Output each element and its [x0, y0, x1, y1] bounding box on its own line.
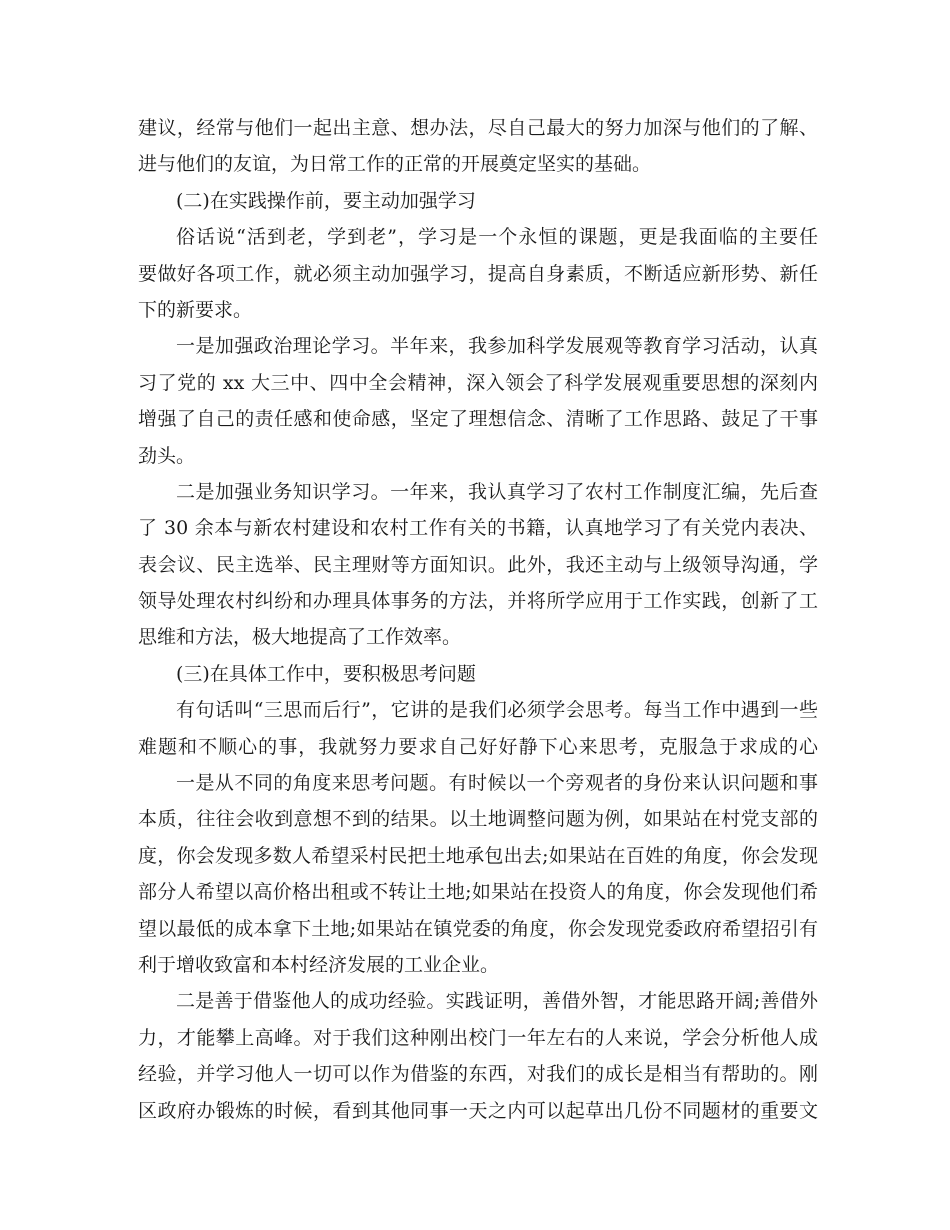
text-line: 力，才能攀上高峰。对于我们这种刚出校门一年左右的人来说，学会分析他人成	[138, 1026, 818, 1049]
document-body	[138, 110, 818, 1129]
text-line: 本质，往往会收到意想不到的结果。以土地调整问题为例，如果站在村党支部的	[138, 808, 818, 831]
text-line: 难题和不顺心的事，我就努力要求自己好好静下心来思考，克服急于求成的心	[138, 735, 818, 758]
text-line: 习了党的 xx 大三中、四中全会精神，深入领会了科学发展观重要思想的深刻内	[138, 371, 818, 394]
text-line: 表会议、民主选举、民主理财等方面知识。此外，我还主动与上级领导沟通，学	[138, 553, 818, 576]
text-line: 增强了自己的责任感和使命感，坚定了理想信念、清晰了工作思路、鼓足了干事	[138, 408, 818, 431]
text-line: 利于增收致富和本村经济发展的工业企业。	[138, 953, 500, 976]
text-line: 一是加强政治理论学习。半年来，我参加科学发展观等教育学习活动，认真	[176, 335, 818, 358]
text-line: 有句话叫“三思而后行”，它讲的是我们必须学会思考。每当工作中遇到一些	[176, 699, 818, 722]
section-heading: (三)在具体工作中，要积极思考问题	[176, 662, 476, 685]
text-line: 二是加强业务知识学习。一年来，我认真学习了农村工作制度汇编，先后查	[176, 480, 818, 503]
text-line: 建议，经常与他们一起出主意、想办法，尽自己最大的努力加深与他们的了解、	[138, 117, 818, 139]
text-line: 下的新要求。	[138, 298, 253, 321]
text-line: 劲头。	[138, 444, 196, 467]
text-line: 度，你会发现多数人希望采村民把土地承包出去;如果站在百姓的角度，你会发现	[138, 844, 818, 867]
section-heading: (二)在实践操作前，要主动加强学习	[176, 189, 476, 212]
text-line: 思维和方法，极大地提高了工作效率。	[138, 626, 462, 649]
text-line: 部分人希望以高价格出租或不转让土地;如果站在投资人的角度，你会发现他们希	[138, 881, 818, 904]
text-line: 了 30 余本与新农村建设和农村工作有关的书籍，认真地学习了有关党内表决、	[138, 517, 818, 540]
text-line: 一是从不同的角度来思考问题。有时候以一个旁观者的身份来认识问题和事	[176, 772, 818, 795]
text-line: 进与他们的友谊，为日常工作的正常的开展奠定坚实的基础。	[138, 153, 652, 176]
text-line: 经验，并学习他人一切可以作为借鉴的东西，对我们的成长是相当有帮助的。刚	[138, 1063, 818, 1086]
text-line: 望以最低的成本拿下土地;如果站在镇党委的角度，你会发现党委政府希望招引有	[138, 917, 818, 940]
text-line: 二是善于借鉴他人的成功经验。实践证明，善借外智，才能思路开阔;善借外	[176, 990, 818, 1013]
text-line: 要做好各项工作，就必须主动加强学习，提高自身素质，不断适应新形势、新任	[138, 262, 818, 285]
text-line: 领导处理农村纠纷和办理具体事务的方法，并将所学应用于工作实践，创新了工	[138, 590, 818, 613]
text-line: 区政府办锻炼的时候，看到其他同事一天之内可以起草出几份不同题材的重要文	[138, 1099, 818, 1122]
text-line: 俗话说“活到老，学到老”，学习是一个永恒的课题，更是我面临的主要任	[176, 226, 818, 249]
